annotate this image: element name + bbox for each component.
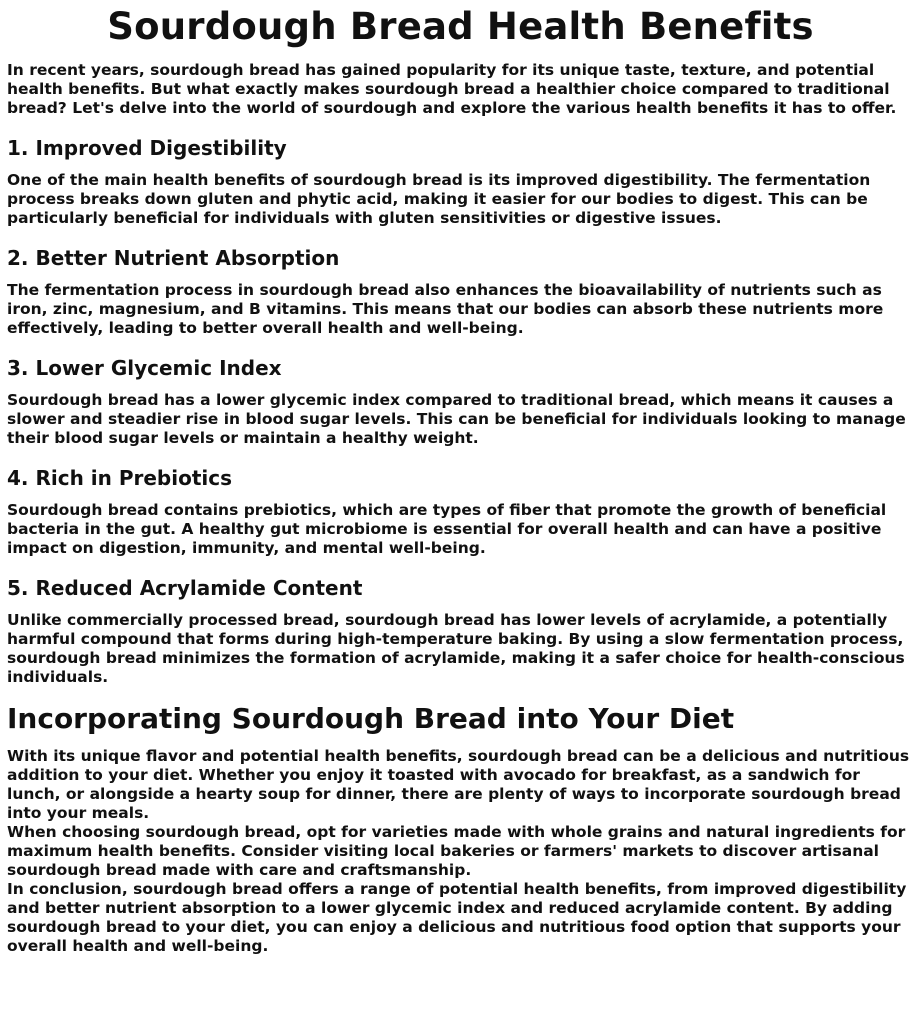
section-body: Sourdough bread contains prebiotics, which are types of fiber that promote the growth of beneficial bacteria in the gut. A healthy gut microbiome is essential for overall health and can have a positive impact on digestion, immunity, and mental well-being. [7,501,887,557]
section-prebiotics [7,466,914,558]
section-diet [7,703,914,956]
section-body: Unlike commercially processed bread, sourdough bread has lower levels of acrylamide, a potentially harmful compound that forms during high-temperature baking. By using a slow fermentation process, sourdough bread minimizes the formation of acrylamide, making it a safer choice for health-conscious individuals. [7,611,905,686]
conclusion-paragraph: In conclusion, sourdough bread offers a range of potential health benefits, from improved digestibility and better nutrient absorption to a lower glycemic index and reduced acrylamide content. By adding sourdough bread to your diet, you can enjoy a delicious and nutritious food option that supports your overall health and well-being. [7,880,907,955]
section-heading: 4. Rich in Prebiotics [7,466,233,490]
section-body: One of the main health benefits of sourdough bread is its improved digestibility. The fermentation process breaks down gluten and phytic acid, making it easier for our bodies to digest. This can be particularly beneficial for individuals with gluten sensitivities or digestive issues. [7,171,871,227]
diet-heading: Incorporating Sourdough Bread into Your Diet [7,702,735,735]
diet-paragraph: When choosing sourdough bread, opt for varieties made with whole grains and natural ingredients for maximum health benefits. Consider visiting local bakeries or farmers' markets to discover artisanal sourdough bread made with care and craftsmanship. [7,823,906,879]
section-glycemic-index [7,356,914,448]
section-heading: 3. Lower Glycemic Index [7,356,282,380]
section-heading: 2. Better Nutrient Absorption [7,246,340,270]
section-heading: 1. Improved Digestibility [7,136,287,160]
section-heading: 5. Reduced Acrylamide Content [7,576,363,600]
section-body: The fermentation process in sourdough bread also enhances the bioavailability of nutrients such as iron, zinc, magnesium, and B vitamins. This means that our bodies can absorb these nutrients more effectively, leading to better overall health and well-being. [7,281,884,337]
section-improved-digestibility [7,136,914,228]
section-nutrient-absorption [7,246,914,338]
section-acrylamide [7,576,914,687]
diet-paragraph: With its unique flavor and potential health benefits, sourdough bread can be a delicious and nutritious addition to your diet. Whether you enjoy it toasted with avocado for breakfast, as a sandwich for lunch, or alongside a hearty soup for dinner, there are plenty of ways to incorporate sourdough bread into your meals. [7,747,910,822]
section-body: Sourdough bread has a lower glycemic index compared to traditional bread, which means it causes a slower and steadier rise in blood sugar levels. This can be beneficial for individuals looking to manage their blood sugar levels or maintain a healthy weight. [7,391,906,447]
page-title: Sourdough Bread Health Benefits [107,5,814,48]
intro-paragraph: In recent years, sourdough bread has gained popularity for its unique taste, texture, and potential health benefits. But what exactly makes sourdough bread a healthier choice compared to traditional bread? Let's delve into the world of sourdough and explore the various health benefits it has to offer. [7,61,897,117]
